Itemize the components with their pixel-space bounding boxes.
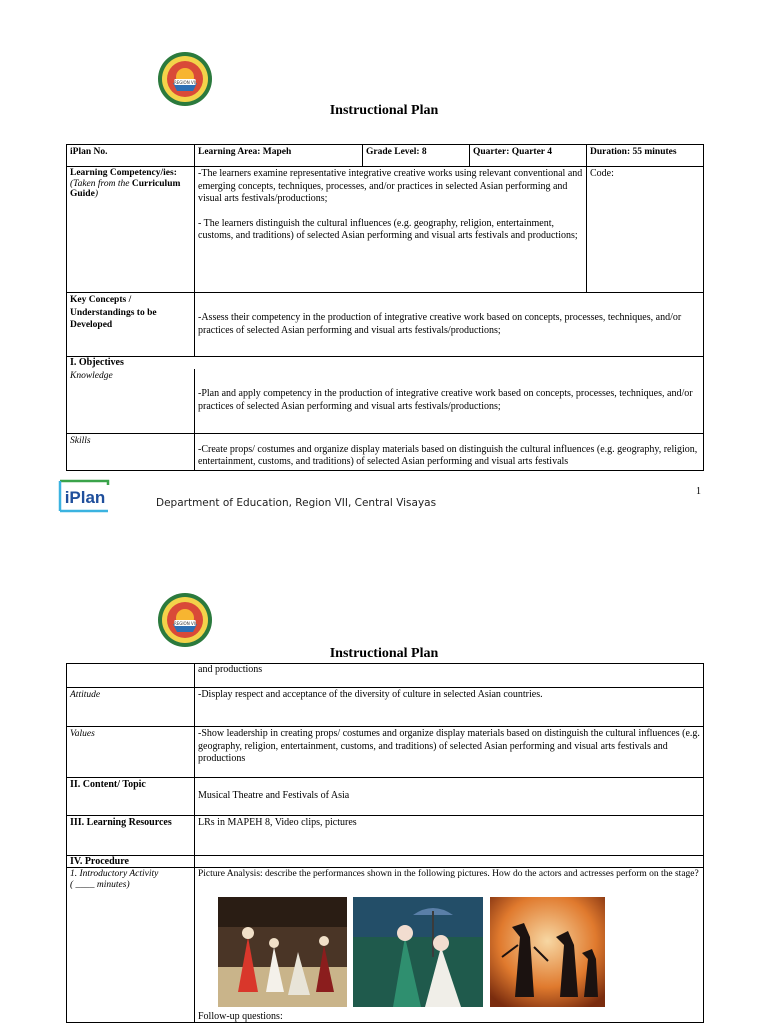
duration-cell: Duration: 55 minutes xyxy=(587,145,704,167)
resources-text: LRs in MAPEH 8, Video clips, pictures xyxy=(195,816,704,856)
continued-label-cell xyxy=(67,664,195,688)
intro-minutes: ( ____ minutes) xyxy=(70,880,130,890)
continued-text: and productions xyxy=(195,664,704,688)
competency-label-cell xyxy=(67,167,195,293)
procedure-heading: IV. Procedure xyxy=(67,856,195,868)
page2-title: Instructional Plan xyxy=(329,646,439,661)
objectives-heading: I. Objectives xyxy=(67,357,704,370)
svg-text:REGION VII: REGION VII xyxy=(173,621,197,626)
iplan-no-cell: iPlan No. xyxy=(67,145,195,167)
page1-plan-table xyxy=(66,144,704,471)
page-number: 1 xyxy=(696,486,701,497)
knowledge-label: Knowledge xyxy=(67,369,195,433)
intro-label: 1. Introductory Activity xyxy=(70,869,159,879)
procedure-blank xyxy=(195,856,704,868)
grade-level-cell: Grade Level: 8 xyxy=(363,145,470,167)
followup-text: Follow-up questions: xyxy=(198,1011,283,1022)
skills-text: -Create props/ costumes and organize display materials based on distinguish the cultural influences (e.g. geography, religion, entertainment, customs, and traditions) of selected Asian performing and visual arts festivals xyxy=(195,433,704,470)
competency-text-cell xyxy=(195,167,587,293)
learning-area-cell: Learning Area: Mapeh xyxy=(195,145,363,167)
code-cell: Code: xyxy=(587,167,704,293)
competency-sublabel: (Taken from the Curriculum Guide) xyxy=(70,178,181,199)
performance-photo-2 xyxy=(353,897,483,1007)
key-concepts-label: Key Concepts / Understandings to be Developed xyxy=(67,293,195,357)
content-text: Musical Theatre and Festivals of Asia xyxy=(195,778,704,816)
competency-label: Learning Competency/ies: xyxy=(70,168,177,178)
deped-seal-page1 xyxy=(157,51,213,107)
attitude-text: -Display respect and acceptance of the diversity of culture in selected Asian countries. xyxy=(195,688,704,727)
intro-text: Picture Analysis: describe the performances shown in the following pictures. How do the actors and actresses perform on the stage? xyxy=(198,869,699,879)
iplan-logo xyxy=(58,479,110,513)
competency-text-1: -The learners examine representative integrative creative works using relevant conventional and emerging concepts, techniques, processes, and/or practices in selected Asian performing and visual arts festivals/productions; xyxy=(198,168,583,204)
footer-department: Department of Education, Region VII, Central Visayas xyxy=(156,497,437,509)
svg-text:iPlan: iPlan xyxy=(64,488,106,507)
values-text: -Show leadership in creating props/ costumes and organize display materials based on distinguish the cultural influences (e.g. geography, religion, entertainment, customs, and traditions) of selected Asian performing and visual arts festivals and productions xyxy=(195,727,704,778)
content-label: II. Content/ Topic xyxy=(67,778,195,816)
performance-photo-3 xyxy=(490,897,605,1007)
deped-seal-page2 xyxy=(157,592,213,648)
skills-label: Skills xyxy=(67,433,195,470)
resources-label: III. Learning Resources xyxy=(67,816,195,856)
competency-text-2: - The learners distinguish the cultural influences (e.g. geography, religion, entertainment, customs, and traditions) of selected Asian performing and visual arts festivals and productions; xyxy=(198,217,578,241)
attitude-label: Attitude xyxy=(67,688,195,727)
page1-title: Instructional Plan xyxy=(329,103,439,118)
values-label: Values xyxy=(67,727,195,778)
svg-text:REGION VII: REGION VII xyxy=(173,80,197,85)
intro-label-cell xyxy=(67,868,195,1023)
key-concepts-text: -Assess their competency in the production of integrative creative work based on concepts, processes, techniques, and/or practices of selected Asian performing and visual arts festivals/productions; xyxy=(195,293,704,357)
quarter-cell: Quarter: Quarter 4 xyxy=(470,145,587,167)
knowledge-text: -Plan and apply competency in the production of integrative creative work based on concepts, processes, techniques, and/or practices of selected Asian performing and visual arts festivals/productions; xyxy=(195,369,704,433)
performance-photo-1 xyxy=(218,897,347,1007)
